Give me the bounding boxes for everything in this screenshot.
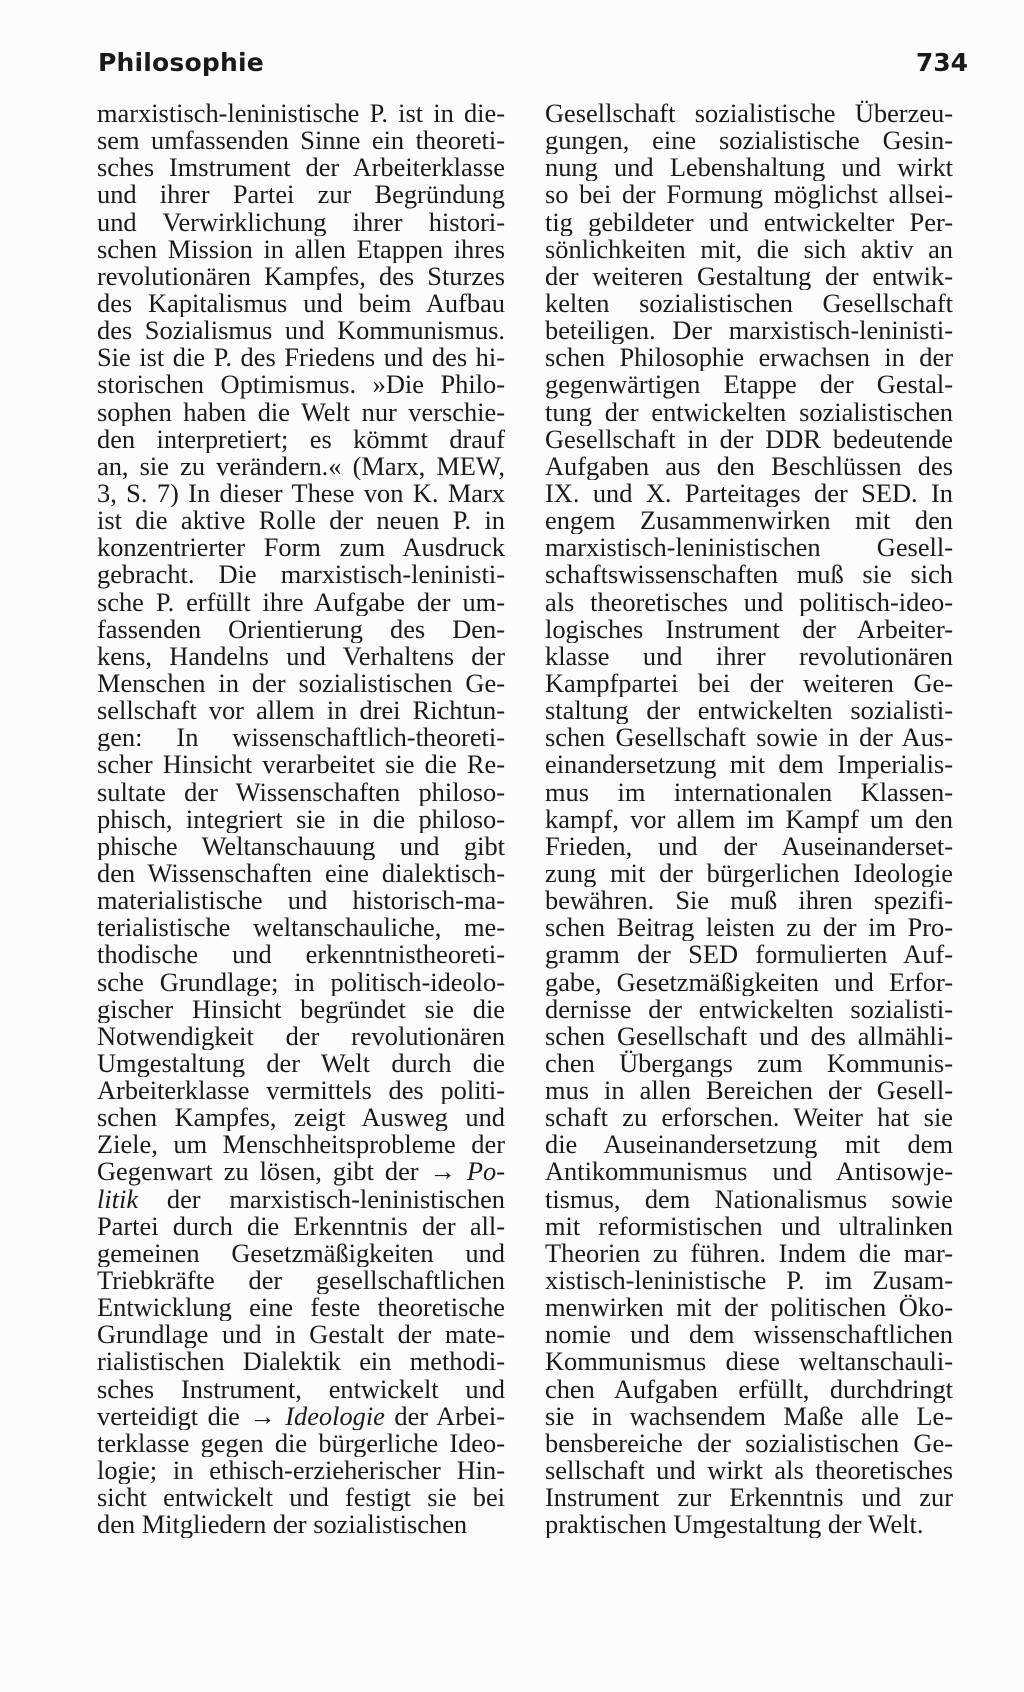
text-line: kelten sozialistischen Gesellschaft [545,289,953,318]
text-line: ist die aktive Rolle der neuen P. in [97,507,505,535]
text-line: so bei der Formung möglichst allsei- [545,181,953,209]
text-line: sultate der Wissenschaften philoso- [97,778,505,806]
text-line: konzentrierter Form zum Ausdruck [97,534,505,562]
text-line: schen Gesellschaft und des allmähli- [545,1022,953,1050]
text-line: kens, Handelns und Verhaltens der [97,642,505,670]
text-line: Instrument zur Erkenntnis und zur [545,1484,953,1512]
text-line: klasse und ihrer revolutionären [545,642,953,670]
text-line: Grundlage und in Gestalt der mate- [97,1321,505,1349]
text-line: xistisch-leninistische P. im Zusam- [545,1267,953,1295]
text-line: schen Mission in allen Etappen ihres [97,235,505,263]
section-title: Philosophie [98,48,264,77]
text-line: Gesellschaft in der DDR bedeutende [545,425,953,453]
text-line: terklasse gegen die bürgerliche Ideo- [97,1429,505,1458]
text-line: Triebkräfte der gesellschaftlichen [97,1267,505,1295]
text-line: sem umfassenden Sinne ein theoreti- [97,127,505,155]
text-line: tismus, dem Nationalismus sowie [545,1185,953,1213]
text-line: Partei durch die Erkenntnis der all- [97,1212,505,1240]
text-line: marxistisch-leninistischen Gesell- [545,534,953,562]
text-line: logisches Instrument der Arbeiter- [545,615,953,643]
text-line: als theoretisches und politisch-ideo- [545,588,953,616]
text-line: praktischen Umgestaltung der Welt. [545,1511,924,1539]
text-line: rialistischen Dialektik ein methodi- [97,1348,505,1376]
text-line: Kampfpartei bei der weiteren Ge- [545,669,953,698]
text-line: und Verwirklichung ihrer histori- [97,208,505,236]
text-line: menwirken mit der politischen Öko- [545,1294,953,1322]
text-line: schen Kampfes, zeigt Ausweg und [97,1104,505,1132]
text-line: gegenwärtigen Etappe der Gestal- [545,371,953,399]
page-number: 734 [915,48,968,77]
text-line: schaft zu erforschen. Weiter hat sie [545,1104,953,1132]
text-line: Arbeiterklasse vermittels des politi- [97,1077,505,1105]
text-line: gabe, Gesetzmäßigkeiten und Erfor- [545,968,953,996]
text-line: chen Übergangs zum Kommunis- [545,1049,953,1078]
text-line: gramm der SED formulierten Auf- [545,941,953,969]
text-line: sicht entwickelt und festigt sie bei [97,1484,505,1512]
text-line: Frieden, und der Auseinanderset- [545,832,953,860]
text-line: mus in allen Bereichen der Gesell- [545,1077,953,1105]
text-line: fassenden Orientierung des Den- [97,615,505,643]
text-line: des Sozialismus und Kommunismus. [97,317,505,345]
text-line: Entwicklung eine feste theoretische [97,1294,505,1322]
text-line: sophen haben die Welt nur verschie- [97,398,505,426]
text-line: bewähren. Sie muß ihren spezifi- [545,887,953,915]
text-line: kampf, vor allem im Kampf um den [545,805,953,833]
text-line: Aufgaben aus den Beschlüssen des [545,452,953,480]
text-line: gungen, eine sozialistische Gesin- [545,127,953,155]
text-line: den Mitgliedern der sozialistischen [97,1511,468,1539]
text-line: gemeinen Gesetzmäßigkeiten und [97,1239,505,1268]
text-line: den interpretiert; es kömmt drauf [97,425,505,453]
text-line: chen Aufgaben erfüllt, durchdringt [545,1375,953,1403]
text-line: sche Grundlage; in politisch-ideolo- [97,968,505,996]
text-line: tung der entwickelten sozialistischen [545,398,953,426]
text-line: sches Instrument, entwickelt und [97,1375,505,1403]
text-line: einandersetzung mit dem Imperialis- [545,751,953,779]
text-line: Umgestaltung der Welt durch die [97,1049,505,1078]
text-line: sellschaft vor allem in drei Richtun- [97,697,505,725]
text-line: schen Philosophie erwachsen in der [545,344,953,372]
text-line: beteiligen. Der marxistisch-leninisti- [545,317,953,345]
text-line: Ziele, um Menschheitsprobleme der [97,1131,505,1159]
text-line: dernisse der entwickelten sozialisti- [545,995,953,1023]
text-line: zung mit der bürgerlichen Ideologie [545,859,953,888]
text-line: schen Gesellschaft sowie in der Aus- [545,724,953,752]
text-line: Gesellschaft sozialistische Überzeu- [545,100,953,128]
text-line: der weiteren Gestaltung der entwik- [545,262,953,290]
text-line: an, sie zu verändern.« (Marx, MEW, [97,452,505,480]
text-line: materialistische und historisch-ma- [97,887,505,915]
text-line: nomie und dem wissenschaftlichen [545,1321,953,1349]
text-line: terialistische weltanschauliche, me- [97,914,505,942]
text-line: sche P. erfüllt ihre Aufgabe der um- [97,588,505,616]
text-line: phisch, integriert sie in die philoso- [97,805,505,833]
text-line: tig gebildeter und entwickelter Per- [545,208,953,236]
text-line: engem Zusammenwirken mit den [545,507,953,535]
text-line: mit reformistischen und ultralinken [545,1212,953,1240]
text-line: scher Hinsicht verarbeitet sie die Re- [97,751,505,779]
text-line: litik der marxistisch-leninistischen [97,1185,505,1213]
text-line: IX. und X. Parteitages der SED. In [545,479,953,508]
text-line: Sie ist die P. des Friedens und des hi- [97,344,505,372]
text-line: mus im internationalen Klassen- [545,778,953,806]
text-line: des Kapitalismus und beim Aufbau [97,289,505,318]
text-line: gen: In wissenschaftlich-theoreti- [97,724,505,752]
text-line: gischer Hinsicht begründet sie die [97,995,505,1023]
text-line: schaftswissenschaften muß sie sich [545,561,953,589]
text-line: nung und Lebenshaltung und wirkt [545,154,953,182]
text-line: und ihrer Partei zur Begründung [97,181,505,209]
text-line: die Auseinandersetzung mit dem [545,1131,953,1159]
text-line: schen Beitrag leisten zu der im Pro- [545,914,953,942]
text-line: Gegenwart zu lösen, gibt der → Po- [97,1158,505,1186]
text-line: marxistisch-leninistische P. ist in die- [97,100,505,128]
text-line: 3, S. 7) In dieser These von K. Marx [97,479,505,508]
text-line: sches Imstrument der Arbeiterklasse [97,154,505,182]
text-line: staltung der entwickelten sozialisti- [545,697,953,725]
text-line: Menschen in der sozialistischen Ge- [97,669,505,698]
text-column-left [97,100,505,1538]
text-line: bensbereiche der sozialistischen Ge- [545,1429,953,1458]
text-line: revolutionären Kampfes, des Sturzes [97,262,505,290]
text-line: Theorien zu führen. Indem die mar- [545,1239,953,1268]
text-line: den Wissenschaften eine dialektisch- [97,859,505,888]
text-line: Notwendigkeit der revolutionären [97,1022,505,1050]
text-line: thodische und erkenntnistheoreti- [97,941,505,969]
text-column-right [545,100,953,1538]
text-line: logie; in ethisch-erzieherischer Hin- [97,1457,505,1485]
text-line: sellschaft und wirkt als theoretisches [545,1457,953,1485]
text-line: phische Weltanschauung und gibt [97,832,505,860]
text-line: storischen Optimismus. »Die Philo- [97,371,505,399]
text-line: gebracht. Die marxistisch-leninisti- [97,561,505,589]
text-line: sönlichkeiten mit, die sich aktiv an [545,235,953,263]
text-line: Kommunismus diese weltanschauli- [545,1348,953,1376]
text-line: verteidigt die → Ideologie der Arbei- [97,1402,505,1430]
text-line: sie in wachsendem Maße alle Le- [545,1402,953,1430]
text-line: Antikommunismus und Antisowje- [545,1158,953,1186]
